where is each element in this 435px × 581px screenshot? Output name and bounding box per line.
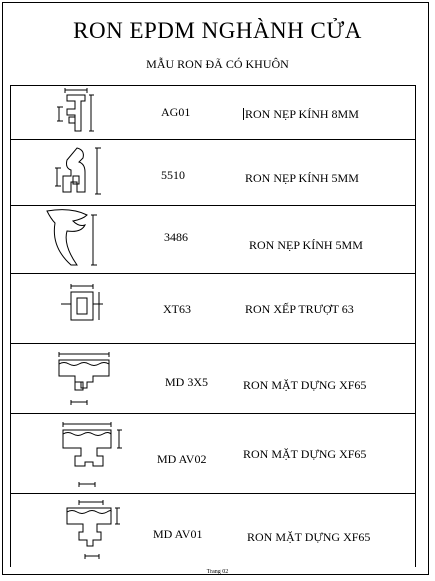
product-code: MD 3X5 [165,375,209,389]
gasket-profile-5510-icon [39,142,119,204]
table-row [11,140,415,206]
text-cursor [243,108,244,120]
table-row [11,494,415,568]
page-number: Trang 02 [206,569,229,575]
page-title: RON EPDM NGHÀNH CỬA [73,18,362,43]
product-code: 3486 [164,230,188,244]
gasket-profile-3486-icon [31,207,111,273]
table-row [11,274,415,344]
product-code: AG01 [161,105,191,119]
table-row [11,86,415,140]
table-row [11,414,415,494]
product-description-text: RON NẸP KÍNH 8MM [245,107,359,121]
gasket-profile-ag01-icon [39,87,109,139]
gasket-profile-xt63-icon [39,282,119,342]
page-subtitle: MẪU RON ĐÃ CÓ KHUÔN [146,57,289,71]
product-description: RON MẶT DỰNG XF65 [243,378,367,392]
product-description: RON MẶT DỰNG XF65 [243,447,367,461]
product-code: MD AV02 [157,452,207,466]
product-description: RON NẸP KÍNH 5MM [245,171,359,185]
table-row [11,344,415,414]
product-description [243,107,359,122]
product-description: RON XẾP TRƯỢT 63 [245,302,354,316]
product-table [10,85,416,567]
gasket-profile-md3x5-icon [39,346,119,412]
product-code: MD AV01 [153,527,203,541]
gasket-profile-mdav01-icon [39,494,125,564]
product-code: XT63 [163,302,191,316]
product-description: RON MẶT DỰNG XF65 [247,530,371,544]
product-description: RON NẸP KÍNH 5MM [249,238,363,252]
product-code: 5510 [161,168,185,182]
gasket-profile-mdav02-icon [39,418,125,492]
table-row [11,206,415,274]
